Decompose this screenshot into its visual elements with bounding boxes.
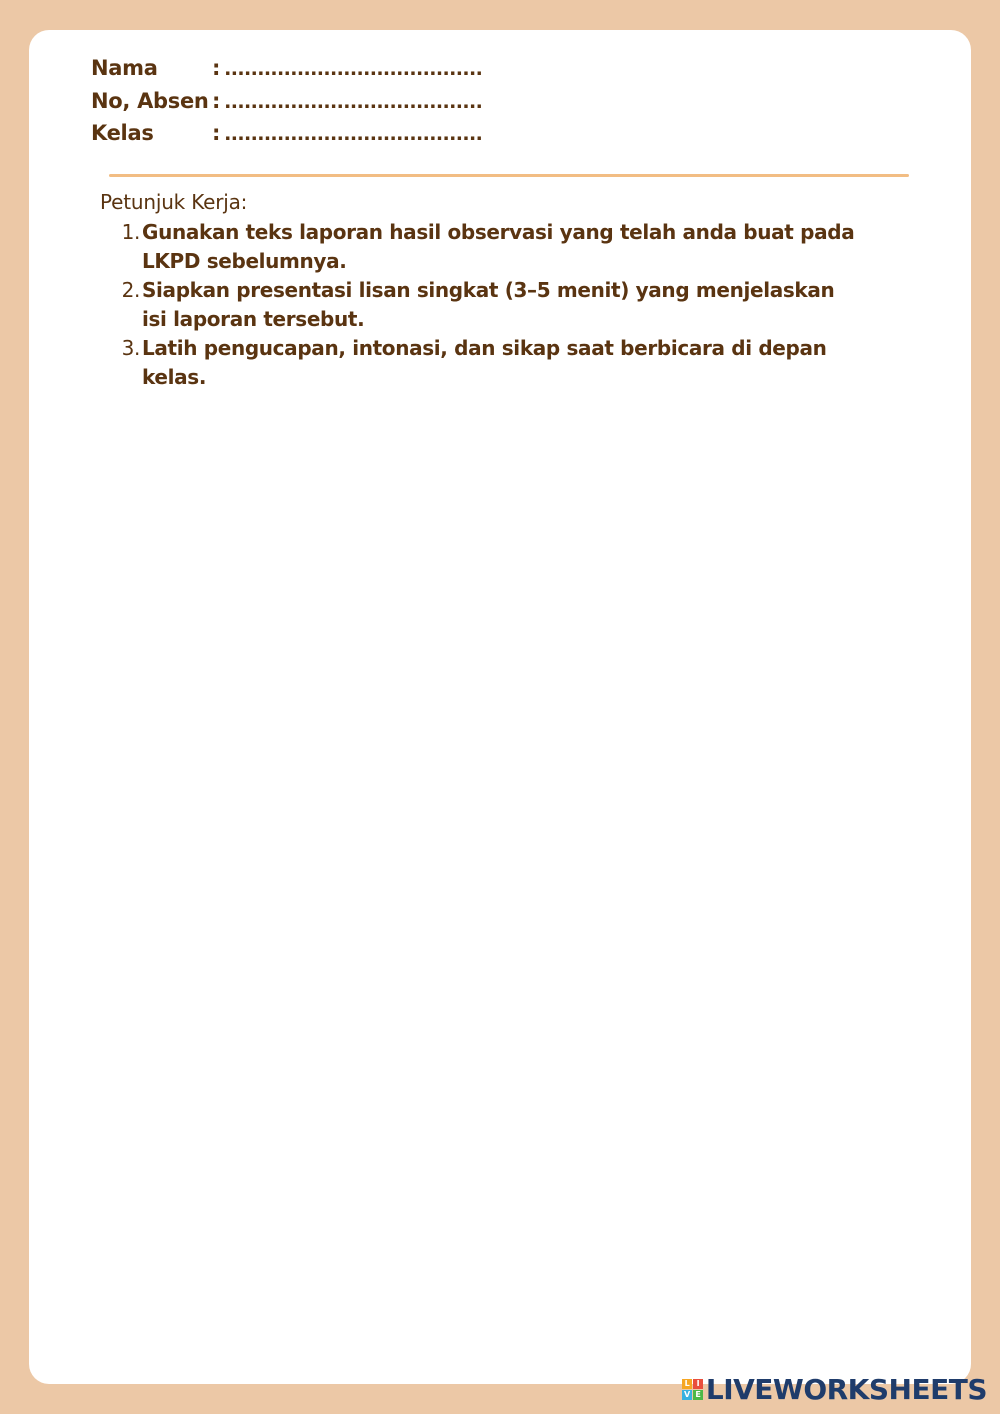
liveworksheets-mark-icon: L I V E: [682, 1379, 703, 1400]
absen-fill-line: .......................................: [224, 90, 483, 113]
kelas-fill-line: .......................................: [224, 123, 483, 145]
instructions-section: [100, 190, 900, 392]
instruction-item-3: [100, 334, 900, 392]
name-colon: :: [212, 56, 221, 80]
header-divider: [109, 174, 909, 177]
absen-label: No, Absen: [91, 88, 209, 113]
instructions-title: Petunjuk Kerja:: [100, 190, 248, 214]
instruction-text: Gunakan teks laporan hasil observasi yang telah anda buat pada LKPD sebelumnya.: [142, 220, 855, 273]
instructions-list: [100, 218, 900, 392]
instruction-item-1: [100, 218, 900, 276]
instruction-text: Siapkan presentasi lisan singkat (3–5 menit) yang menjelaskan isi laporan tersebut.: [142, 278, 835, 331]
instruction-item-2: [100, 276, 900, 334]
instruction-number: 3.: [121, 336, 140, 360]
student-identity-block: [91, 56, 482, 154]
brand-wordmark: LIVEWORKSHEETS: [705, 1373, 987, 1406]
absen-colon: :: [212, 88, 221, 113]
identity-row-kelas: [91, 121, 482, 154]
instruction-text: Latih pengucapan, intonasi, dan sikap saat berbicara di depan kelas.: [142, 336, 827, 389]
name-label: Nama: [91, 56, 158, 80]
name-fill-line: .......................................: [224, 58, 483, 80]
instruction-number: 1.: [121, 220, 140, 244]
identity-row-name: [91, 56, 482, 89]
identity-row-absen: [91, 89, 482, 122]
liveworksheets-logo[interactable]: [682, 1373, 987, 1406]
kelas-colon: :: [212, 121, 221, 145]
kelas-label: Kelas: [91, 121, 154, 145]
instruction-number: 2.: [121, 278, 140, 302]
worksheet-page: [29, 30, 971, 1384]
